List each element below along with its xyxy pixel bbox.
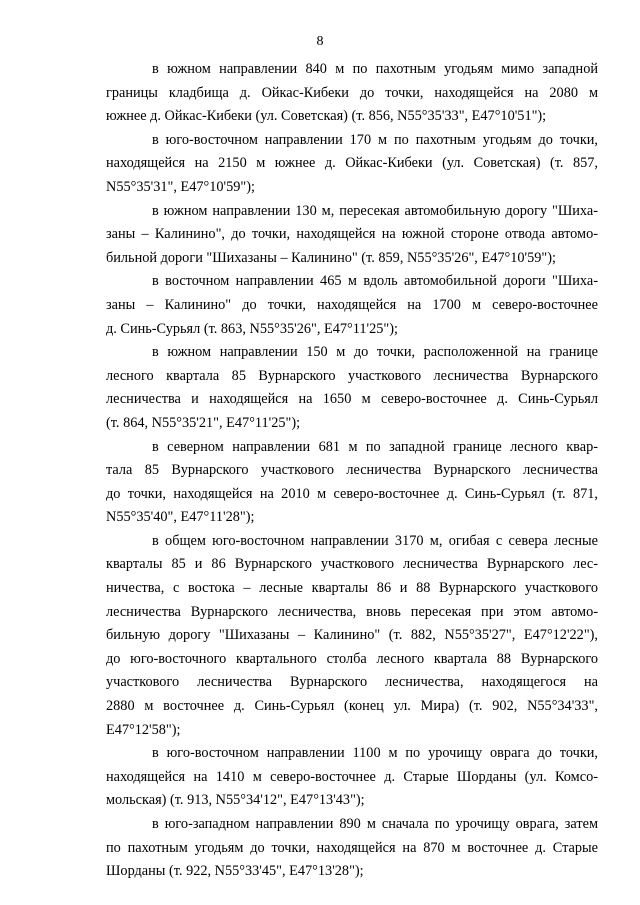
text-line: Шорданы (т. 922, N55°33'45", E47°13'28"); xyxy=(106,863,364,880)
paragraph xyxy=(106,200,598,271)
text-line: в восточном направлении 465 м вдоль автомобильной дороги "Шиха- xyxy=(152,273,598,290)
text-line: бильной дороги "Шихазаны – Калинино" (т. 859, N55°35'26", E47°10'59"); xyxy=(106,249,556,266)
text-line: заны – Калинино", до точки, находящейся на южной стороне отвода автомо- xyxy=(106,226,598,243)
text-line: в южном направлении 840 м по пахотным угодьям мимо западной xyxy=(152,61,598,77)
text-line: кварталы 85 и 86 Вурнарского участкового лесничества Вурнарского лес- xyxy=(106,556,598,573)
paragraph xyxy=(106,530,598,742)
paragraph xyxy=(106,341,598,435)
text-line: до точки, находящейся на 2010 м северо-восточнее д. Синь-Сурьял (т. 871, xyxy=(106,485,598,502)
text-line: ничества, с востока – лесные кварталы 86 и 88 Вурнарского участкового xyxy=(106,580,598,597)
text-line: в юго-восточном направлении 1100 м по урочищу оврага до точки, xyxy=(152,745,598,762)
text-line: в южном направлении 130 м, пересекая автомобильную дорогу "Шиха- xyxy=(152,202,598,219)
text-line: южнее д. Ойкас-Кибеки (ул. Советская) (т. 856, N55°35'33", E47°10'51"); xyxy=(106,108,547,125)
text-line: (т. 864, N55°35'21", E47°11'25"); xyxy=(106,414,301,431)
text-line: лесничества и находящейся на 1650 м северо-восточнее д. Синь-Сурьял xyxy=(106,391,598,408)
text-line: N55°35'40", E47°11'28"); xyxy=(106,509,255,526)
text-line: лесного квартала 85 Вурнарского участкового лесничества Вурнарского xyxy=(106,367,598,384)
text-line: мольская) (т. 913, N55°34'12", E47°13'43"); xyxy=(106,792,365,809)
text-line: в юго-восточном направлении 170 м по пахотным угодьям до точки, xyxy=(152,131,598,148)
paragraph xyxy=(106,436,598,530)
text-line: до юго-восточного квартального столба лесного квартала 88 Вурнарского xyxy=(106,650,598,667)
text-line: по пахотным угодьям до точки, находящейся на 870 м восточнее д. Старые xyxy=(106,839,598,856)
text-line: лесничества Вурнарского лесничества, вновь пересекая при этом автомо- xyxy=(106,603,598,620)
paragraph xyxy=(106,742,598,813)
paragraph xyxy=(106,129,598,200)
text-line: в юго-западном направлении 890 м сначала по урочищу оврага, затем xyxy=(152,816,598,832)
text-line: в южном направлении 150 м до точки, расположенной на границе xyxy=(152,344,598,361)
text-line: тала 85 Вурнарского участкового лесничества Вурнарского лесничества xyxy=(106,462,598,479)
text-line: N55°35'31", E47°10'59"); xyxy=(106,178,255,195)
text-line: 2880 м восточнее д. Синь-Сурьял (конец ул. Мира) (т. 902, N55°34'33", xyxy=(106,698,598,715)
text-line: д. Синь-Сурьял (т. 863, N55°35'26", E47°11'25"); xyxy=(106,320,398,337)
text-line: в общем юго-восточном направлении 3170 м, огибая с севера лесные xyxy=(152,532,598,549)
text-line: границы кладбища д. Ойкас-Кибеки до точки, находящейся на 2080 м xyxy=(106,84,598,101)
text-line: E47°12'58"); xyxy=(106,721,181,738)
paragraph xyxy=(106,813,598,884)
text-line: находящейся на 1410 м северо-восточнее д. Старые Шорданы (ул. Комсо- xyxy=(106,768,598,785)
document-body xyxy=(106,58,598,884)
paragraph xyxy=(106,58,598,129)
text-line: в северном направлении 681 м по западной границе лесного квар- xyxy=(152,438,598,455)
text-line: заны – Калинино" до точки, находящейся на 1700 м северо-восточнее xyxy=(106,296,598,313)
text-line: участкового лесничества Вурнарского лесничества, находящегося на xyxy=(106,674,598,691)
text-line: находящейся на 2150 м южнее д. Ойкас-Кибеки (ул. Советская) (т. 857, xyxy=(106,155,598,172)
text-line: бильную дорогу "Шихазаны – Калинино" (т. 882, N55°35'27", E47°12'22"), xyxy=(106,627,598,644)
page-number: 8 xyxy=(316,34,324,49)
paragraph xyxy=(106,270,598,341)
